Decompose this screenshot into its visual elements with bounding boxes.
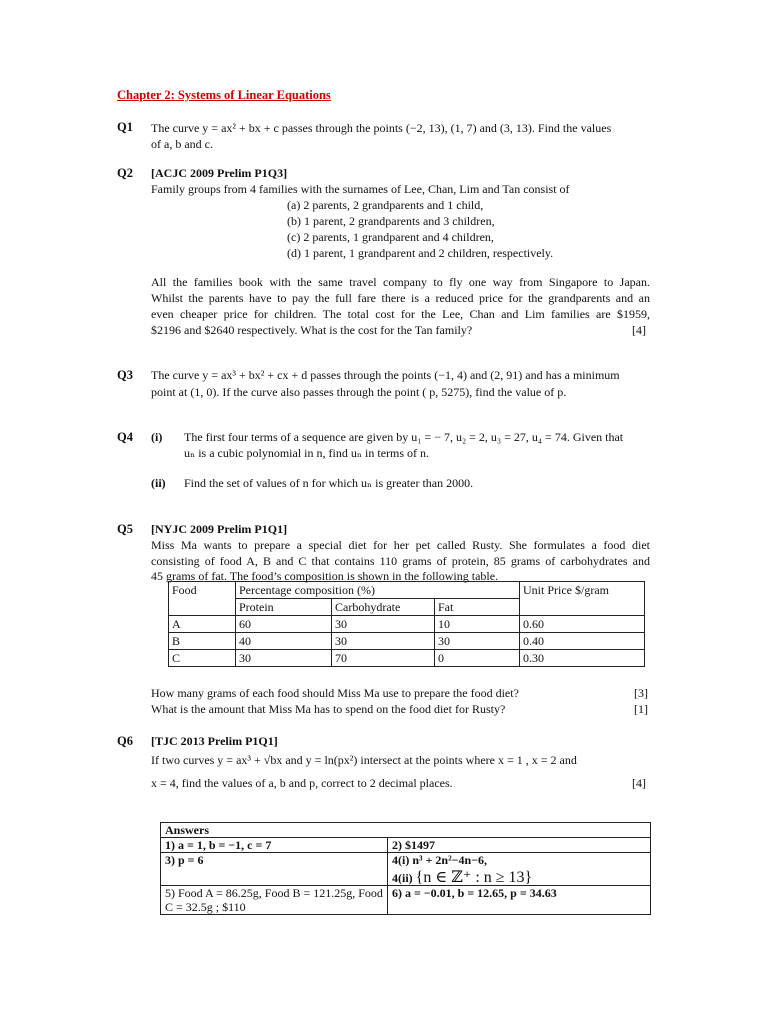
q5-para-line3: 45 grams of fat. The food’s composition is shown in the following table.	[151, 569, 499, 583]
answer-1: 1) a = 1, b = −1, c = 7	[161, 838, 388, 853]
q2-item-c: (c) 2 parents, 1 grandparent and 4 children,	[287, 230, 494, 244]
cell-price: 0.30	[520, 650, 645, 667]
answer-3: 3) p = 6	[161, 853, 388, 886]
q5-question-b: What is the amount that Miss Ma has to spend on the food diet for Rusty?	[151, 702, 506, 716]
header-food: Food	[169, 582, 236, 616]
header-unit-price: Unit Price $/gram	[520, 582, 645, 616]
answers-header: Answers	[161, 823, 651, 838]
q5-marks-a: [3]	[634, 686, 648, 700]
cell-price: 0.60	[520, 616, 645, 633]
q4-ii-line: Find the set of values of n for which uₙ is greater than 2000.	[184, 476, 474, 490]
q5-marks-b: [1]	[634, 702, 648, 716]
cell-food: A	[169, 616, 236, 633]
answer-5: 5) Food A = 86.25g, Food B = 121.25g, Food C = 32.5g ; $110	[161, 886, 388, 915]
q1-line2: of a, b and c.	[151, 137, 213, 151]
cell-protein: 40	[236, 633, 332, 650]
q2-marks: [4]	[632, 323, 646, 337]
q4-number: Q4	[117, 430, 133, 444]
q2-para-line1: All the families book with the same travel company to fly one way from Singapore to Japan.	[151, 275, 650, 289]
q2-item-b: (b) 1 parent, 2 grandparents and 3 children,	[287, 214, 495, 228]
cell-fat: 30	[435, 633, 520, 650]
q1-line1: The curve y = ax² + bx + c passes through the points (−2, 13), (1, 7) and (3, 13). Find the values	[151, 121, 612, 135]
answer-2: 2) $1497	[388, 838, 651, 853]
q4-part-ii: (ii)	[151, 476, 166, 490]
answer-4-cell	[388, 853, 651, 886]
table-header-row	[169, 582, 645, 599]
header-fat: Fat	[435, 599, 520, 616]
food-composition-table	[168, 581, 645, 667]
q5-question-a: How many grams of each food should Miss Ma use to prepare the food diet?	[151, 686, 519, 700]
cell-food: C	[169, 650, 236, 667]
header-protein: Protein	[236, 599, 332, 616]
answers-table	[160, 822, 651, 915]
answer-4ii-set: {n ∈ ℤ⁺ : n ≥ 13}	[415, 869, 533, 886]
q4-i-line2: uₙ is a cubic polynomial in n, find uₙ in terms of n.	[184, 446, 430, 460]
cell-fat: 0	[435, 650, 520, 667]
table-row	[169, 633, 645, 650]
q2-item-a: (a) 2 parents, 2 grandparents and 1 child,	[287, 198, 484, 212]
cell-carbohydrate: 70	[332, 650, 435, 667]
cell-fat: 10	[435, 616, 520, 633]
answers-row	[161, 853, 651, 886]
answers-header-row	[161, 823, 651, 838]
cell-carbohydrate: 30	[332, 633, 435, 650]
answers-row	[161, 838, 651, 853]
q5-para-line1: Miss Ma wants to prepare a special diet for her pet called Rusty. She formulates a food diet	[151, 538, 650, 552]
q5-number: Q5	[117, 522, 133, 536]
header-percentage: Percentage composition (%)	[236, 582, 520, 599]
q6-line2: x = 4, find the values of a, b and p, correct to 2 decimal places.	[151, 776, 453, 790]
q1-number: Q1	[117, 120, 133, 134]
header-carbohydrate: Carbohydrate	[332, 599, 435, 616]
answer-6: 6) a = −0.01, b = 12.65, p = 34.63	[388, 886, 651, 915]
q3-number: Q3	[117, 368, 133, 382]
q5-para-line2: consisting of food A, B and C that contains 110 grams of protein, 85 grams of carbohydrates and	[151, 554, 650, 568]
q2-number: Q2	[117, 166, 133, 180]
q4-i-line1: The first four terms of a sequence are given by u₁ = − 7, u₂ = 2, u₃ = 27, u₄ = 74. Given that	[184, 430, 624, 444]
cell-food: B	[169, 633, 236, 650]
table-row	[169, 650, 645, 667]
table-row	[169, 616, 645, 633]
chapter-title: Chapter 2: Systems of Linear Equations	[117, 88, 331, 102]
q3-line1: The curve y = ax³ + bx² + cx + d passes through the points (−1, 4) and (2, 91) and has a minimum	[151, 368, 620, 382]
answer-4ii	[392, 871, 646, 885]
q4-part-i: (i)	[151, 430, 163, 444]
q6-line1: If two curves y = ax³ + √bx and y = ln(px²) intersect at the points where x = 1 , x = 2 and	[151, 753, 577, 767]
answer-4i: 4(i) n³ + 2n²−4n−6,	[392, 853, 488, 867]
q2-source: [ACJC 2009 Prelim P1Q3]	[151, 166, 288, 180]
q2-para-line4: $2196 and $2640 respectively. What is the cost for the Tan family?	[151, 323, 473, 337]
q6-number: Q6	[117, 734, 133, 748]
q5-source: [NYJC 2009 Prelim P1Q1]	[151, 522, 288, 536]
cell-protein: 60	[236, 616, 332, 633]
q2-para-line2: Whilst the parents have to pay the full fare there is a reduced price for the grandparents and an	[151, 291, 650, 305]
cell-protein: 30	[236, 650, 332, 667]
q3-line2: point at (1, 0). If the curve also passes through the point ( p, 5275), find the value of p.	[151, 385, 567, 399]
q6-marks: [4]	[632, 776, 646, 790]
q2-para-line3: even cheaper price for children. The total cost for the Lee, Chan and Lim families are $1959,	[151, 307, 650, 321]
cell-price: 0.40	[520, 633, 645, 650]
answer-4ii-label: 4(ii)	[392, 871, 413, 885]
answers-row	[161, 886, 651, 915]
q6-source: [TJC 2013 Prelim P1Q1]	[151, 734, 278, 748]
q2-item-d: (d) 1 parent, 1 grandparent and 2 children, respectively.	[287, 246, 554, 260]
cell-carbohydrate: 30	[332, 616, 435, 633]
q2-intro: Family groups from 4 families with the surnames of Lee, Chan, Lim and Tan consist of	[151, 182, 570, 196]
